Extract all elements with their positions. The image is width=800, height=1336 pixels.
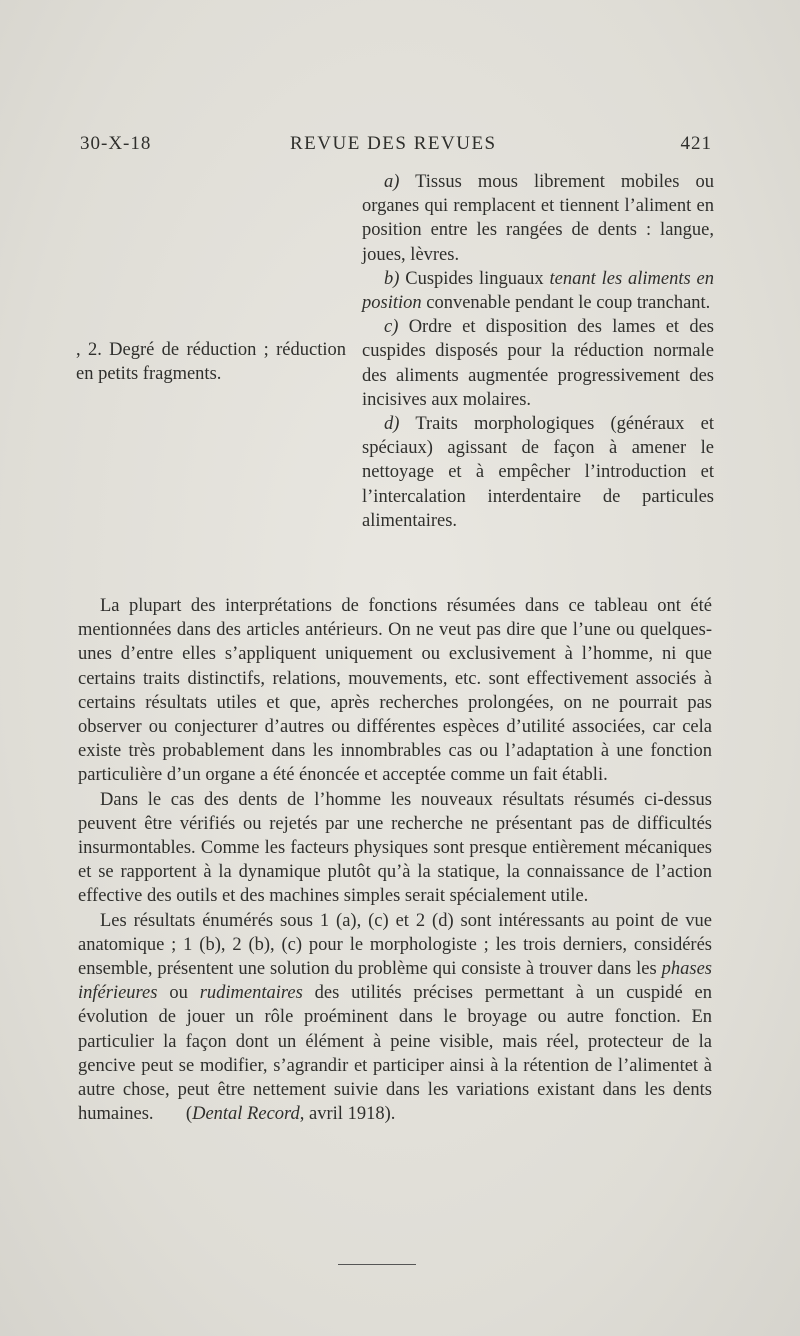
p3-italic-2: rudimentaires (199, 983, 303, 1004)
p3-part-b: ou (169, 983, 188, 1004)
item-b-text-before: Cuspides linguaux (405, 268, 544, 289)
paragraph-3 (78, 909, 712, 1127)
item-c-label: c) (384, 317, 399, 338)
item-a (362, 170, 714, 267)
item-b-text-after: convenable pendant le coup tranchant. (426, 293, 711, 314)
item-c-text: Ordre et disposition des lames et des cuspides disposés pour la réduction normale des aliments augmentée progressivement des incisives aux molaires. (362, 317, 715, 410)
p3-part-c: des utilités précises permettant à un cuspidé en évolution de jouer un rôle proéminent dans le broyage ou autre fonction. En particulier la façon dont un élément à peine visible, mais réel, protecteur de la gencive peut se modifier, s’agrandir et participer ainsi à la rétention de l’alimentet à autre chose, peut être nettement suivie dans les variations existant dans les dents humaines. (78, 983, 713, 1125)
end-rule (338, 1264, 416, 1265)
item-b (362, 267, 714, 315)
item-d-label: d) (384, 414, 400, 435)
item-a-label: a) (384, 172, 400, 192)
page-number: 421 (680, 133, 712, 154)
item-a-text: Tissus mous librement mobiles ou organes qui remplacent et tiennent l’aliment en position entre les rangées de dents : langue, joues, lèvres. (362, 172, 715, 265)
item-d-text: Traits morphologiques (généraux et spéciaux) agissant de façon à amener le nettoyage et à empêcher l’introduction et l’intercalation interdentaire de particules alimentaires. (362, 414, 714, 531)
p3-italic-1: phases inférieures (78, 959, 713, 1004)
citation-source: Dental Record (192, 1104, 300, 1125)
table-right-column (362, 170, 714, 533)
item-d (362, 412, 714, 533)
header-date: 30-X-18 (80, 133, 152, 154)
item-c (362, 315, 714, 412)
item-b-label: b) (384, 268, 400, 289)
paragraph-2: Dans le cas des dents de l’homme les nouveaux résultats résumés ci-dessus peuvent être vérifiés ou rejetés par une recherche ne présentant pas de difficultés insurmontables. Comme les facteurs physiques sont presque entièrement mécaniques et se rapportent à la dynamique plutôt qu’à la statique, la connaissance de l’action effective des outils et des machines simples serait spécialement utile. (78, 789, 712, 907)
running-header (80, 133, 712, 161)
item-b-italic: tenant les aliments en position (362, 268, 714, 314)
table-left-column: , 2. Degré de réduction ; réduction en petits fragments. (76, 340, 346, 384)
body-text (78, 594, 712, 1126)
header-title: REVUE DES REVUES (290, 133, 497, 154)
citation-date: , avril 1918). (299, 1104, 396, 1125)
paragraph-1: La plupart des interprétations de fonctions résumées dans ce tableau ont été mentionnées dans des articles antérieurs. On ne veut pas dire que l’une ou quelques-unes d’entre elles s’appliquent uniquement ou exclusivement à l’homme, ni que certains traits distinctifs, relations, mouvements, etc. sont effectivement associés à certains résultats utiles et que, après recherches prolongées, on ne pourrait pas observer ou conjecturer d’autres ou différentes espèces d’utilité associées, car cela existe très probablement dans les innombrables cas ou l’adaptation à une fonction particulière d’un organe a été énoncée et acceptée comme un fait établi. (78, 596, 712, 786)
citation-open: ( (185, 1104, 193, 1125)
p3-part-a: Les résultats énumérés sous 1 (a), (c) et 2 (d) sont intéressants au point de vue anatomique ; 1 (b), 2 (b), (c) pour le morphologiste ; les trois derniers, considérés ensemble, présentent une solution du problème qui consiste à trouver dans les (78, 910, 712, 980)
